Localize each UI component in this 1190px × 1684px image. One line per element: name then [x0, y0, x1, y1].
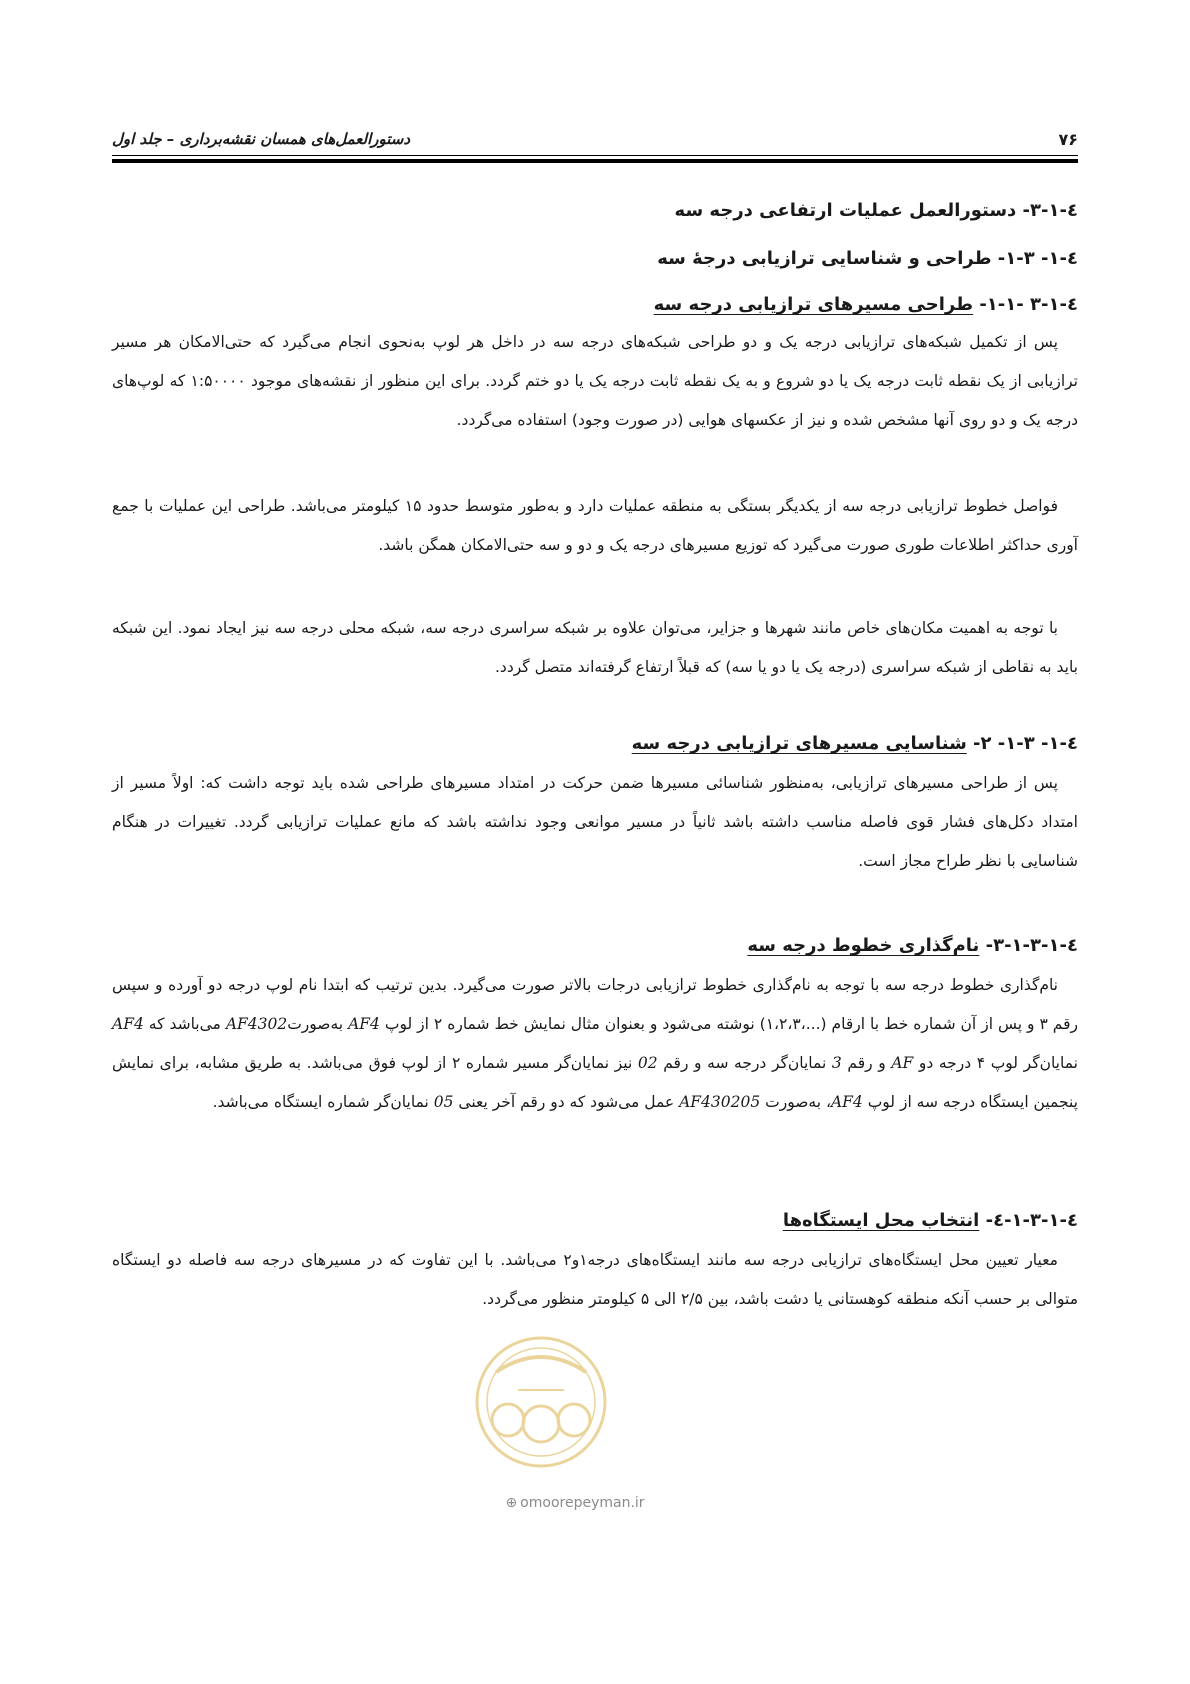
code-af4-loop: AF4 [112, 1015, 144, 1033]
paragraph-2-text: فواصل خطوط ترازیابی درجه سه از یکدیگر بستگی به منطقه عملیات دارد و به‌طور متوسط حدود ۱۵ کیلومتر می‌باشد. طراحی این عملیات با جمع آوری حداکثر اطلاعات طوری صورت می‌گیرد که توزیع مسیرهای درجه یک و دو و سه حتی‌الامکان همگن باشد. [112, 497, 1078, 554]
code-af4-second: AF4 [830, 1093, 863, 1111]
paragraph-6-text: معیار تعیین محل ایستگاه‌های ترازیابی درجه سه مانند ایستگاه‌های درجه۱و۲ می‌باشد. با این تفاوت که در مسیرهای درجه سه فاصله دو ایستگاه متوالی بر حسب آنکه منطقه کوهستانی یا دشت باشد، بین ۲/۵ الی ۵ کیلومتر منظور می‌گردد. [112, 1251, 1078, 1308]
section-heading-6 [783, 1210, 1078, 1231]
paragraph-4 [112, 764, 1078, 881]
code-3: 3 [831, 1054, 842, 1072]
code-05: 05 [433, 1093, 454, 1111]
paragraph-5-text-d: نمایان‌گر لوپ ۴ درجه دو [913, 1054, 1078, 1072]
heading-3-title: طراحی مسیرهای ترازیابی درجه سه [653, 294, 974, 315]
paragraph-6 [112, 1241, 1078, 1319]
heading-6-number: ٤-١-٣-١-٤- [979, 1210, 1078, 1231]
section-heading-5 [747, 935, 1078, 956]
section-heading-3 [654, 294, 1078, 315]
heading-4-title: شناسایی مسیرهای ترازیابی درجه سه [631, 733, 967, 754]
heading-5-number: ٤-١-٣-١-٣- [979, 935, 1078, 956]
seal-stamp-icon [466, 1332, 616, 1472]
section-heading-4 [632, 733, 1078, 754]
paragraph-1-text: پس از تکمیل شبکه‌های ترازیابی درجه یک و دو طراحی شبکه‌های درجه سه در داخل هر لوپ به‌نحوی انجام می‌گیرد که حتی‌الامکان هر مسیر ترازیابی از یک نقطه ثابت درجه یک یا دو شروع و به یک نقطه ثابت درجه یک یا دو ختم گردد. برای این منظور از نقشه‌های موجود ۱:۵۰۰۰۰ که لوپ‌های درجه یک و دو روی آنها مشخص شده و نیز از عکسهای هوایی (در صورت وجود) استفاده می‌گردد. [112, 333, 1078, 429]
section-heading-1: ٤-١-٣- دستورالعمل عملیات ارتفاعی درجه سه [674, 200, 1078, 221]
watermark [470, 1495, 680, 1511]
heading-3-number: ٤-١-٣ -١-١- [973, 294, 1078, 315]
book-title: دستورالعمل‌های همسان نقشه‌برداری – جلد اول [112, 130, 411, 148]
heading-5-title: نام‌گذاری خطوط درجه سه [747, 935, 980, 956]
heading-6-title: انتخاب محل ایستگاه‌ها [782, 1210, 980, 1231]
code-af: AF [891, 1054, 914, 1072]
paragraph-5-text-h: ، به‌صورت [760, 1093, 831, 1111]
globe-icon: ⊕ [505, 1495, 518, 1511]
paragraph-5-text-i: عمل می‌شود که دو رقم آخر یعنی [453, 1093, 680, 1111]
code-af430205: AF430205 [679, 1093, 761, 1111]
paragraph-5 [112, 966, 1078, 1122]
paragraph-5-text-e: و رقم [841, 1054, 892, 1072]
paragraph-3 [112, 609, 1078, 687]
paragraph-5-text-b: به‌صورت [287, 1015, 349, 1033]
paragraph-3-text: با توجه به اهمیت مکان‌های خاص مانند شهرها و جزایر، می‌توان علاوه بر شبکه سراسری درجه سه، شبکه محلی درجه سه نیز ایجاد نمود. این شبکه باید به نقاطی از شبکه سراسری (درجه یک یا دو یا سه) که قبلاً ارتفاع گرفته‌اند متصل گردد. [112, 619, 1078, 676]
paragraph-5-text-f: نمایان‌گر درجه سه و رقم [657, 1054, 832, 1072]
paragraph-5-text-g: نیز نمایان‌گر مسیر شماره ۲ از لوپ فوق می‌باشد. به طریق مشابه، برای نمایش پنجمین ایستگاه درجه سه از لوپ [112, 1054, 1078, 1111]
paragraph-1 [112, 323, 1078, 440]
page-number: ۷۶ [1058, 130, 1078, 149]
paragraph-5-text-a: نام‌گذاری خطوط درجه سه با توجه به نام‌گذاری خطوط ترازیابی درجات بالاتر صورت می‌گیرد. بدین ترتیب که ابتدا نام لوپ درجه دو آورده و سپس رقم ۳ و پس از آن شماره خط با ارقام (...،۱،۲،۳) نوشته می‌شود و بعنوان مثال نمایش خط شماره ۲ از لوپ [112, 976, 1078, 1033]
paragraph-4-text: پس از طراحی مسیرهای ترازیابی، به‌منظور شناسائی مسیرها ضمن حرکت در امتداد مسیرهای طراحی شده باید توجه داشت که: اولاً مسیر از امتداد دکل‌های فشار قوی فاصله مناسب داشته باشد ثانیاً در مسیر موانعی وجود نداشته باشد که مانع عملیات ترازیابی گردد. تغییرات در هنگام شناسایی با نظر طراح مجاز است. [112, 774, 1078, 870]
code-af4302: AF4302 [225, 1015, 288, 1033]
watermark-text: omoorepeyman.ir [520, 1495, 645, 1511]
code-02: 02 [637, 1054, 658, 1072]
paragraph-5-text-j: نمایان‌گر شماره ایستگاه می‌باشد. [212, 1093, 434, 1111]
code-af4: AF4 [348, 1015, 380, 1033]
paragraph-2 [112, 487, 1078, 565]
heading-4-number: ٤-١- ٣-١- ٢- [966, 733, 1078, 754]
paragraph-5-text-c: می‌باشد که [143, 1015, 226, 1033]
section-heading-2: ٤-١- ٣-١- طراحی و شناسایی ترازیابی درجهٔ سه [657, 248, 1078, 269]
